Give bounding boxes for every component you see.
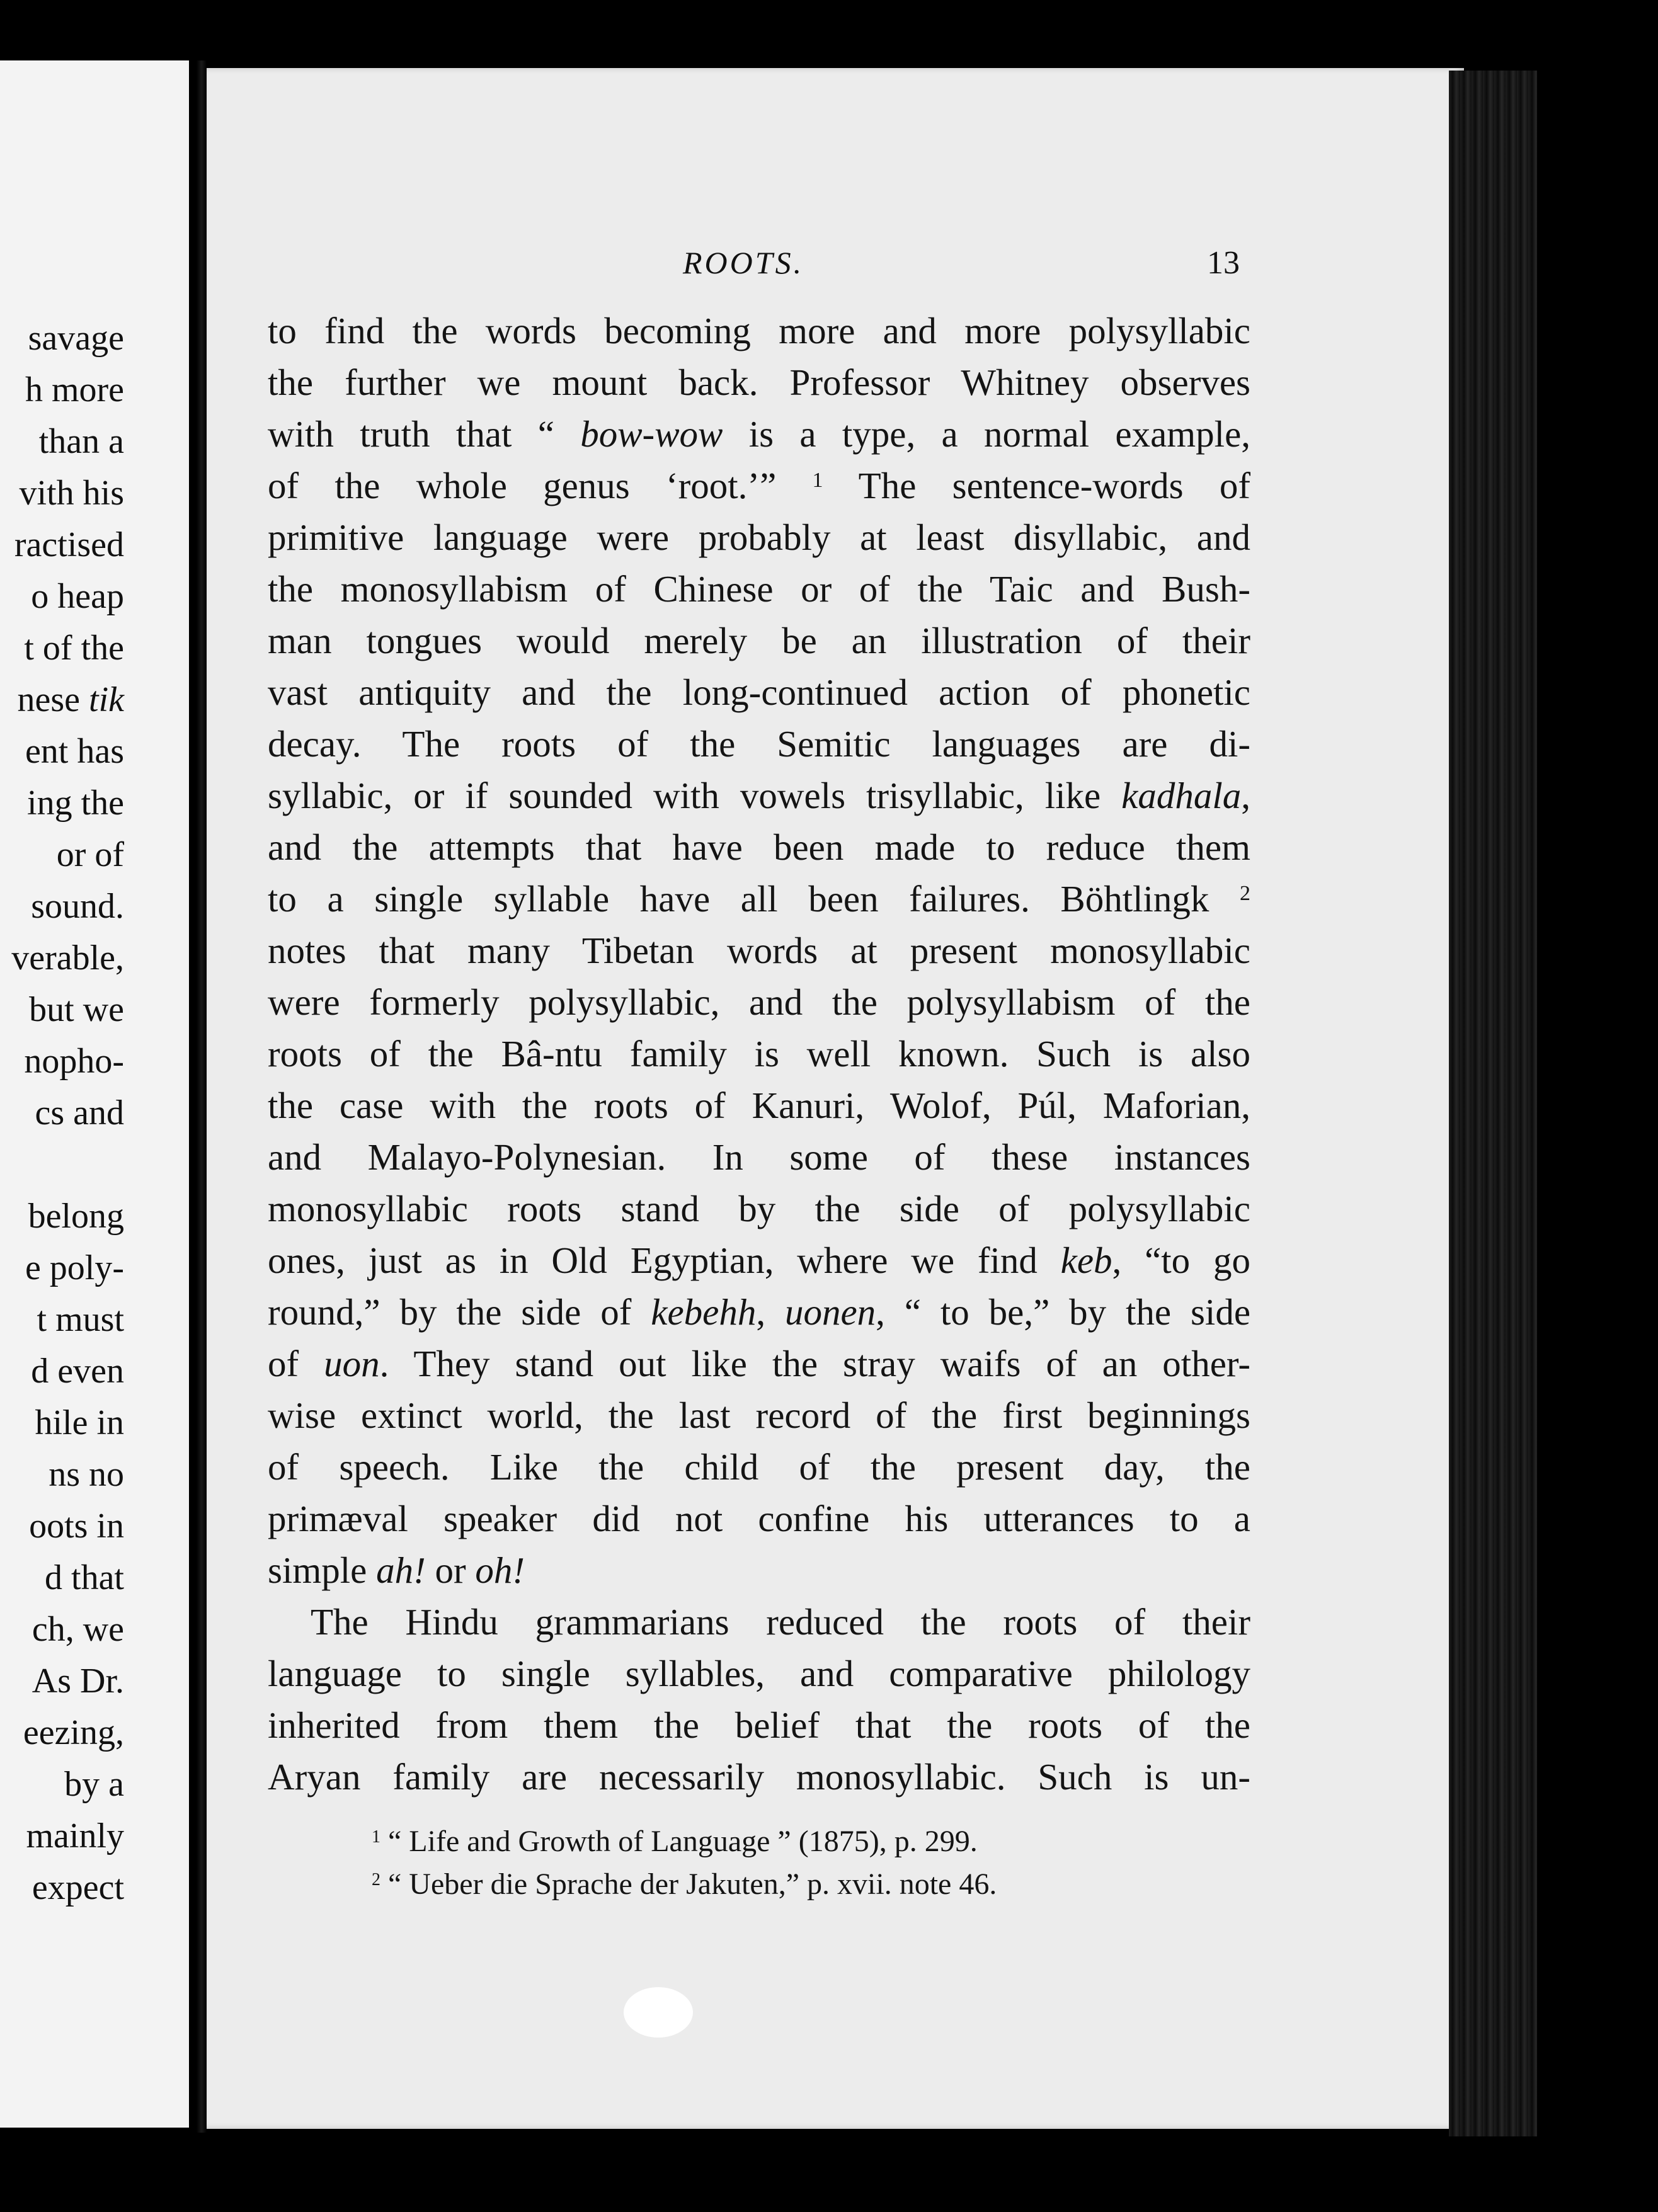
footnote-mark: 2 <box>372 1870 380 1890</box>
left-fragment-line: nopho- <box>24 1042 124 1081</box>
left-fragment-line: oots in <box>29 1507 124 1546</box>
footnote <box>372 1820 1191 1863</box>
text-line: primæval speaker did not confine his utterances to a <box>268 1498 1250 1539</box>
text-line: of the whole genus ‘root.’” $^1$ The sentence-words of <box>268 465 1250 506</box>
body-text <box>268 305 1250 1803</box>
text-line: monosyllabic roots stand by the side of polysyllabic <box>268 1188 1250 1229</box>
running-title: ROOTS. <box>683 245 804 280</box>
left-fragment-line: e poly- <box>25 1248 124 1287</box>
left-fragment-line: or of <box>56 835 124 874</box>
text-line: roots of the Bâ-ntu family is well known. Such is also <box>268 1033 1250 1075</box>
text-line: to a single syllable have all been failures. Böhtlingk $^2$ <box>268 878 1250 920</box>
left-fragment-line: h more <box>25 370 124 409</box>
text-line: primitive language were probably at least disyllabic, and <box>268 516 1250 558</box>
text-line: man tongues would merely be an illustration of their <box>268 620 1250 661</box>
text-line: simple ah! or oh! <box>268 1549 525 1591</box>
left-fragment-line: savage <box>28 319 124 358</box>
footnote-text: “ Ueber die Sprache der Jakuten,” p. xvii. note 46. <box>388 1867 997 1901</box>
left-fragment-line: verable, <box>11 938 124 978</box>
book-edge <box>1449 71 1537 2136</box>
footnote-mark: 1 <box>372 1827 380 1847</box>
left-fragment-line: eezing, <box>23 1713 124 1752</box>
text-line: the monosyllabism of Chinese or of the Taic and Bush- <box>268 568 1250 610</box>
text-line: to find the words becoming more and more polysyllabic <box>268 310 1250 351</box>
text-line: ones, just as in Old Egyptian, where we find keb, “to go <box>268 1240 1250 1281</box>
left-fragment-line: nese tik <box>17 680 124 719</box>
left-fragment-line: mainly <box>26 1816 124 1856</box>
text-line: notes that many Tibetan words at present monosyllabic <box>268 930 1250 971</box>
left-fragment-line: expect <box>31 1868 124 1907</box>
previous-page-fragment <box>0 60 192 2128</box>
scan-speck <box>624 1987 693 2038</box>
left-fragment-line: hile in <box>35 1403 124 1442</box>
footnote-text: “ Life and Growth of Language ” (1875), p. 299. <box>388 1825 978 1858</box>
text-line: with truth that “ bow-wow is a type, a normal example, <box>268 413 1251 455</box>
text-line: the case with the roots of Kanuri, Wolof, Púl, Maforian, <box>268 1085 1250 1126</box>
left-fragment-line: ch, we <box>31 1610 124 1649</box>
text-line: vast antiquity and the long-continued action of phonetic <box>268 671 1250 713</box>
left-fragment-line: d even <box>31 1352 124 1391</box>
left-fragment-line: but we <box>29 990 124 1029</box>
left-fragment-line: ing the <box>27 784 124 823</box>
left-fragment-line: ns no <box>49 1455 124 1494</box>
left-fragment-line: cs and <box>35 1093 124 1132</box>
text-line: and the attempts that have been made to reduce them <box>268 826 1250 868</box>
left-fragment-line: by a <box>64 1765 124 1804</box>
text-line: decay. The roots of the Semitic languages are di- <box>268 723 1250 765</box>
left-fragment-line: ractised <box>14 525 124 564</box>
left-fragment-line: d that <box>45 1558 124 1597</box>
text-line: were formerly polysyllabic, and the polysyllabism of the <box>268 981 1250 1023</box>
text-line: Aryan family are necessarily monosyllabic. Such is un- <box>268 1756 1250 1798</box>
footnote <box>372 1863 1191 1906</box>
left-fragment-line: t of the <box>24 629 124 668</box>
text-line: of uon. They stand out like the stray waifs of an other- <box>268 1343 1251 1384</box>
text-line: the further we mount back. Professor Whitney observes <box>268 362 1250 403</box>
text-line: and Malayo-Polynesian. In some of these instances <box>268 1136 1250 1178</box>
left-fragment-line: o heap <box>31 577 124 616</box>
page-number: 13 <box>1207 245 1240 281</box>
text-line: of speech. Like the child of the present day, the <box>268 1446 1250 1488</box>
left-fragment-line: ent has <box>25 732 124 771</box>
left-fragment-line: vith his <box>19 474 124 513</box>
left-fragment-line: belong <box>28 1197 124 1236</box>
left-fragment-line: than a <box>38 422 124 461</box>
text-line: round,” by the side of kebehh, uonen, “ to be,” by the side <box>268 1291 1251 1333</box>
text-line: inherited from them the belief that the roots of the <box>268 1704 1250 1746</box>
left-fragment-line: t must <box>37 1300 124 1339</box>
footnotes <box>372 1820 1191 1906</box>
text-line: language to single syllables, and comparative philology <box>268 1653 1250 1694</box>
text-line: syllabic, or if sounded with vowels trisyllabic, like kadhala, <box>268 775 1250 816</box>
left-fragment-line: As Dr. <box>31 1662 124 1701</box>
left-fragment-line: sound. <box>31 887 124 926</box>
text-line: wise extinct world, the last record of the first beginnings <box>268 1394 1250 1436</box>
text-line: The Hindu grammarians reduced the roots of their <box>311 1601 1250 1643</box>
